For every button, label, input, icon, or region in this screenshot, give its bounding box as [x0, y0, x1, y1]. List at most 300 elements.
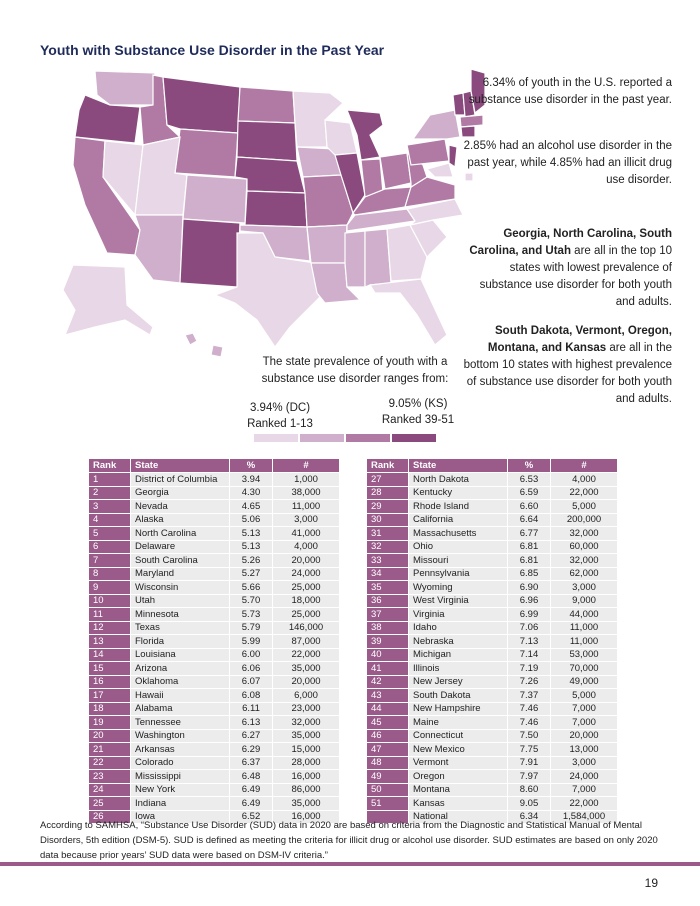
- percent-cell: 7.46: [508, 716, 551, 730]
- percent-cell: 6.07: [230, 675, 273, 689]
- count-cell: 11,000: [551, 621, 618, 635]
- state-cell: Utah: [131, 594, 230, 608]
- table-row: [89, 770, 340, 784]
- count-cell: 7,000: [551, 702, 618, 716]
- count-cell: 9,000: [551, 594, 618, 608]
- table-row: [367, 554, 618, 568]
- percent-cell: 5.27: [230, 567, 273, 581]
- table-row: [367, 770, 618, 784]
- percent-cell: 7.46: [508, 702, 551, 716]
- percent-cell: 6.90: [508, 581, 551, 595]
- table-row: [367, 608, 618, 622]
- count-cell: 16,000: [273, 810, 340, 824]
- rank-cell: 46: [367, 729, 409, 743]
- rank-cell: 43: [367, 689, 409, 703]
- percent-cell: 6.29: [230, 743, 273, 757]
- table-row: [89, 567, 340, 581]
- color-legend: [254, 434, 438, 442]
- state-cell: Delaware: [131, 540, 230, 554]
- table-row: [89, 608, 340, 622]
- rank-cell: 31: [367, 527, 409, 541]
- state-cell: Pennsylvania: [409, 567, 508, 581]
- percent-cell: 8.60: [508, 783, 551, 797]
- rank-cell: 26: [89, 810, 131, 824]
- table-row: [89, 648, 340, 662]
- percent-cell: 5.70: [230, 594, 273, 608]
- state-cell: Vermont: [409, 756, 508, 770]
- table-row: [367, 527, 618, 541]
- rank-cell: 5: [89, 527, 131, 541]
- legend-swatch-2: [300, 434, 344, 442]
- side-paragraph-4-rest: are all in the bottom 10 states with highest prevalence of substance use disorder for both youth and adults.: [463, 342, 672, 405]
- table-row: [367, 675, 618, 689]
- range-high-value: 9.05% (KS): [388, 398, 448, 410]
- percent-cell: 5.66: [230, 581, 273, 595]
- range-high-rank: Ranked 39-51: [381, 414, 455, 426]
- count-cell: 13,000: [551, 743, 618, 757]
- state-cell: South Dakota: [409, 689, 508, 703]
- count-cell: 11,000: [551, 635, 618, 649]
- col-header-percent: %: [230, 459, 273, 473]
- rank-cell: 10: [89, 594, 131, 608]
- table-row: [89, 743, 340, 757]
- percent-cell: 7.14: [508, 648, 551, 662]
- state-wy: [175, 129, 238, 177]
- state-cell: Missouri: [409, 554, 508, 568]
- state-cell: New Jersey: [409, 675, 508, 689]
- count-cell: 62,000: [551, 567, 618, 581]
- table-row: [89, 783, 340, 797]
- side-note-1: [462, 75, 672, 109]
- state-cell: Texas: [131, 621, 230, 635]
- state-cell: Wyoming: [409, 581, 508, 595]
- state-wi: [325, 120, 357, 155]
- state-mt: [163, 77, 240, 133]
- rank-cell: 11: [89, 608, 131, 622]
- state-cell: Idaho: [409, 621, 508, 635]
- state-cell: Rhode Island: [409, 500, 508, 514]
- state-md: [427, 163, 453, 177]
- state-cell: West Virginia: [409, 594, 508, 608]
- table-row: [367, 567, 618, 581]
- percent-cell: 5.73: [230, 608, 273, 622]
- table-row: [367, 702, 618, 716]
- percent-cell: 6.81: [508, 554, 551, 568]
- state-ms: [345, 231, 365, 287]
- rank-cell: 24: [89, 783, 131, 797]
- percent-cell: 6.59: [508, 486, 551, 500]
- percent-cell: 7.06: [508, 621, 551, 635]
- state-ct: [461, 126, 475, 137]
- rank-cell: 13: [89, 635, 131, 649]
- table-row: [367, 621, 618, 635]
- count-cell: 22,000: [551, 486, 618, 500]
- rank-cell: 48: [367, 756, 409, 770]
- rank-cell: 4: [89, 513, 131, 527]
- state-hi: [185, 333, 197, 345]
- rank-cell: 20: [89, 729, 131, 743]
- table-row: [89, 689, 340, 703]
- col-header-count: #: [273, 459, 340, 473]
- state-cell: Illinois: [409, 662, 508, 676]
- count-cell: 41,000: [273, 527, 340, 541]
- table-row: [89, 513, 340, 527]
- table-row: [89, 621, 340, 635]
- percent-cell: 3.94: [230, 473, 273, 487]
- rank-cell: 7: [89, 554, 131, 568]
- percent-cell: 5.99: [230, 635, 273, 649]
- count-cell: 32,000: [273, 716, 340, 730]
- state-cell: Indiana: [131, 797, 230, 811]
- state-ak: [63, 265, 153, 335]
- state-cell: Georgia: [131, 486, 230, 500]
- side-note-3: [462, 226, 672, 311]
- rank-cell: 25: [89, 797, 131, 811]
- table-row: [367, 716, 618, 730]
- table-row: [367, 581, 618, 595]
- percent-cell: 6.53: [508, 473, 551, 487]
- count-cell: 24,000: [551, 770, 618, 784]
- state-fl: [370, 279, 447, 345]
- side-paragraph-4: [462, 323, 672, 408]
- percent-cell: 4.30: [230, 486, 273, 500]
- count-cell: 32,000: [551, 554, 618, 568]
- page-number: 19: [644, 876, 658, 890]
- state-cell: Washington: [131, 729, 230, 743]
- col-header-state: State: [131, 459, 230, 473]
- count-cell: 53,000: [551, 648, 618, 662]
- state-wa: [95, 71, 155, 105]
- legend-swatch-3: [346, 434, 390, 442]
- table-row: [367, 594, 618, 608]
- count-cell: 44,000: [551, 608, 618, 622]
- table-row: [367, 500, 618, 514]
- count-cell: 49,000: [551, 675, 618, 689]
- count-cell: 3,000: [273, 513, 340, 527]
- rank-cell: 45: [367, 716, 409, 730]
- table-row: [367, 473, 618, 487]
- state-cell: Minnesota: [131, 608, 230, 622]
- table-row: [89, 716, 340, 730]
- state-ma: [460, 115, 483, 127]
- rank-cell: 29: [367, 500, 409, 514]
- state-cell: Oregon: [409, 770, 508, 784]
- count-cell: 4,000: [273, 540, 340, 554]
- count-cell: 20,000: [273, 554, 340, 568]
- state-cell: Florida: [131, 635, 230, 649]
- percent-cell: 9.05: [508, 797, 551, 811]
- percent-cell: 6.13: [230, 716, 273, 730]
- percent-cell: 7.26: [508, 675, 551, 689]
- count-cell: 18,000: [273, 594, 340, 608]
- us-choropleth-map: [35, 65, 485, 365]
- count-cell: 24,000: [273, 567, 340, 581]
- table-row: [89, 635, 340, 649]
- rank-cell: 8: [89, 567, 131, 581]
- rank-cell: 28: [367, 486, 409, 500]
- range-low-value: 3.94% (DC): [249, 402, 311, 414]
- rank-cell: 17: [89, 689, 131, 703]
- percent-cell: 6.27: [230, 729, 273, 743]
- state-cell: New Mexico: [409, 743, 508, 757]
- rank-cell: 15: [89, 662, 131, 676]
- count-cell: 146,000: [273, 621, 340, 635]
- percent-cell: 5.06: [230, 513, 273, 527]
- table-row: [367, 689, 618, 703]
- count-cell: 86,000: [273, 783, 340, 797]
- count-cell: 32,000: [551, 527, 618, 541]
- count-cell: 35,000: [273, 729, 340, 743]
- state-cell: South Carolina: [131, 554, 230, 568]
- state-cell: Iowa: [131, 810, 230, 824]
- state-cell: Kansas: [409, 797, 508, 811]
- state-cell: North Dakota: [409, 473, 508, 487]
- table-row: [367, 797, 618, 811]
- table-row: [89, 702, 340, 716]
- state-ks: [245, 191, 307, 227]
- state-cell: Hawaii: [131, 689, 230, 703]
- percent-cell: 6.49: [230, 797, 273, 811]
- col-header-state: State: [409, 459, 508, 473]
- state-ar: [307, 225, 347, 263]
- rank-cell: 21: [89, 743, 131, 757]
- rank-cell: 22: [89, 756, 131, 770]
- state-cell: Kentucky: [409, 486, 508, 500]
- percent-cell: 6.48: [230, 770, 273, 784]
- side-paragraph-3: [462, 226, 672, 311]
- state-pa: [407, 139, 449, 165]
- rank-cell: 44: [367, 702, 409, 716]
- percent-cell: 6.85: [508, 567, 551, 581]
- table-row: [89, 486, 340, 500]
- col-header-rank: Rank: [89, 459, 131, 473]
- state-cell: Nebraska: [409, 635, 508, 649]
- percent-cell: 6.77: [508, 527, 551, 541]
- side-paragraph-2: 2.85% had an alcohol use disorder in the past year, while 4.85% had an illicit drug use disorder.: [463, 140, 672, 186]
- footer-rule: [0, 862, 700, 866]
- percent-cell: 6.96: [508, 594, 551, 608]
- rank-cell: 27: [367, 473, 409, 487]
- table-row: [89, 756, 340, 770]
- rank-cell: 38: [367, 621, 409, 635]
- count-cell: 200,000: [551, 513, 618, 527]
- state-sd: [237, 121, 297, 161]
- percent-cell: 6.81: [508, 540, 551, 554]
- count-cell: 23,000: [273, 702, 340, 716]
- state-cell: Arizona: [131, 662, 230, 676]
- rank-cell: 19: [89, 716, 131, 730]
- rank-cell: 30: [367, 513, 409, 527]
- count-cell: 3,000: [551, 756, 618, 770]
- table-row: [367, 635, 618, 649]
- table-row: [367, 783, 618, 797]
- table-row: [89, 527, 340, 541]
- table-row: [367, 513, 618, 527]
- count-cell: 6,000: [273, 689, 340, 703]
- state-az: [135, 215, 183, 283]
- rank-cell: 18: [89, 702, 131, 716]
- count-cell: 35,000: [273, 797, 340, 811]
- rank-cell: 3: [89, 500, 131, 514]
- state-cell: District of Columbia: [131, 473, 230, 487]
- range-low: [240, 400, 320, 432]
- count-cell: 5,000: [551, 689, 618, 703]
- percent-cell: 4.65: [230, 500, 273, 514]
- percent-cell: 7.37: [508, 689, 551, 703]
- rank-cell: 32: [367, 540, 409, 554]
- count-cell: 15,000: [273, 743, 340, 757]
- count-cell: 7,000: [551, 783, 618, 797]
- state-cell: California: [409, 513, 508, 527]
- percent-cell: 6.06: [230, 662, 273, 676]
- state-cell: Wisconsin: [131, 581, 230, 595]
- table-row: [89, 500, 340, 514]
- state-cell: Mississippi: [131, 770, 230, 784]
- table-row: [89, 675, 340, 689]
- count-cell: 35,000: [273, 662, 340, 676]
- rank-cell: 39: [367, 635, 409, 649]
- table-row: [89, 662, 340, 676]
- state-oh: [380, 153, 411, 189]
- count-cell: 20,000: [551, 729, 618, 743]
- range-high: [378, 396, 458, 428]
- page-title: Youth with Substance Use Disorder in the Past Year: [40, 42, 385, 58]
- table-row: [89, 594, 340, 608]
- state-cell: Louisiana: [131, 648, 230, 662]
- count-cell: 38,000: [273, 486, 340, 500]
- rank-cell: 49: [367, 770, 409, 784]
- rank-cell: 41: [367, 662, 409, 676]
- side-paragraph-3-bold: Georgia, North Carolina, South Carolina, and Utah: [469, 228, 672, 257]
- table-row: [367, 486, 618, 500]
- range-low-rank: Ranked 1-13: [247, 418, 313, 430]
- rank-cell: 6: [89, 540, 131, 554]
- ranking-table-right: [366, 458, 618, 824]
- side-note-2: [462, 138, 672, 189]
- table-row: [89, 797, 340, 811]
- percent-cell: 6.00: [230, 648, 273, 662]
- percent-cell: 7.97: [508, 770, 551, 784]
- rank-cell: 23: [89, 770, 131, 784]
- col-header-percent: %: [508, 459, 551, 473]
- rank-cell: 42: [367, 675, 409, 689]
- rank-cell: 35: [367, 581, 409, 595]
- percent-cell: 6.52: [230, 810, 273, 824]
- rank-cell: 37: [367, 608, 409, 622]
- count-cell: 5,000: [551, 500, 618, 514]
- footnote: According to SAMHSA, “Substance Use Disorder (SUD) data in 2020 are based on criteria from the Diagnostic and Statistical Manual of Mental Disorders, 5th edition (DSM-5). SUD is defined as meeting the criteria for illicit drug or alcohol use disorder. SUD estimates are based on only 2020 data because prior years’ SUD data were based on DSM-IV criteria.”: [40, 820, 658, 861]
- count-cell: 3,000: [551, 581, 618, 595]
- state-cell: Ohio: [409, 540, 508, 554]
- count-cell: 1,584,000: [551, 810, 618, 824]
- state-nj: [449, 145, 457, 167]
- table-row: [89, 540, 340, 554]
- col-header-rank: Rank: [367, 459, 409, 473]
- count-cell: 28,000: [273, 756, 340, 770]
- table-row: [89, 554, 340, 568]
- percent-cell: 5.26: [230, 554, 273, 568]
- range-intro: The state prevalence of youth with a substance use disorder ranges from:: [261, 356, 449, 385]
- table-row: [367, 729, 618, 743]
- count-cell: 87,000: [273, 635, 340, 649]
- table-row: [89, 729, 340, 743]
- side-note-4: [462, 323, 672, 408]
- state-cell: New Hampshire: [409, 702, 508, 716]
- rank-cell: 51: [367, 797, 409, 811]
- side-paragraph-3-rest: are all in the top 10 states with lowest prevalence of substance use disorder for both youth and adults.: [479, 245, 672, 308]
- state-nd: [238, 87, 295, 123]
- rank-cell: 1: [89, 473, 131, 487]
- table-row: [367, 743, 618, 757]
- rank-cell: 36: [367, 594, 409, 608]
- percent-cell: 5.79: [230, 621, 273, 635]
- count-cell: 20,000: [273, 675, 340, 689]
- table-row: [367, 540, 618, 554]
- count-cell: 25,000: [273, 608, 340, 622]
- legend-swatch-4: [392, 434, 436, 442]
- count-cell: 4,000: [551, 473, 618, 487]
- table-row: [89, 473, 340, 487]
- state-cell: Maine: [409, 716, 508, 730]
- state-cell: Virginia: [409, 608, 508, 622]
- rank-cell: 40: [367, 648, 409, 662]
- state-cell: Michigan: [409, 648, 508, 662]
- percent-cell: 7.91: [508, 756, 551, 770]
- state-co: [183, 175, 247, 223]
- rank-cell: 12: [89, 621, 131, 635]
- percent-cell: 6.37: [230, 756, 273, 770]
- percent-cell: 6.64: [508, 513, 551, 527]
- state-cell: Oklahoma: [131, 675, 230, 689]
- state-nm: [180, 219, 240, 287]
- rank-cell: 16: [89, 675, 131, 689]
- percent-cell: 6.99: [508, 608, 551, 622]
- count-cell: 1,000: [273, 473, 340, 487]
- state-hi-island: [211, 345, 223, 357]
- state-ny: [413, 110, 460, 139]
- percent-cell: 7.19: [508, 662, 551, 676]
- percent-cell: 7.75: [508, 743, 551, 757]
- state-cell: Montana: [409, 783, 508, 797]
- count-cell: 7,000: [551, 716, 618, 730]
- percent-cell: 6.60: [508, 500, 551, 514]
- side-paragraph-4-bold: South Dakota, Vermont, Oregon, Montana, and Kansas: [487, 325, 672, 354]
- rank-cell: 33: [367, 554, 409, 568]
- table-row: [367, 756, 618, 770]
- state-cell: Nevada: [131, 500, 230, 514]
- rank-cell: 14: [89, 648, 131, 662]
- percent-cell: 6.11: [230, 702, 273, 716]
- rank-cell: 9: [89, 581, 131, 595]
- state-cell: Connecticut: [409, 729, 508, 743]
- count-cell: 11,000: [273, 500, 340, 514]
- count-cell: 25,000: [273, 581, 340, 595]
- table-row: [89, 581, 340, 595]
- count-cell: 16,000: [273, 770, 340, 784]
- table-row: [367, 662, 618, 676]
- percent-cell: 5.13: [230, 527, 273, 541]
- count-cell: 70,000: [551, 662, 618, 676]
- state-cell: New York: [131, 783, 230, 797]
- state-cell: Tennessee: [131, 716, 230, 730]
- rank-cell: 2: [89, 486, 131, 500]
- percent-cell: 6.08: [230, 689, 273, 703]
- rank-cell: 34: [367, 567, 409, 581]
- count-cell: 22,000: [273, 648, 340, 662]
- percent-cell: 5.13: [230, 540, 273, 554]
- state-cell: National: [409, 810, 508, 824]
- rank-cell: 47: [367, 743, 409, 757]
